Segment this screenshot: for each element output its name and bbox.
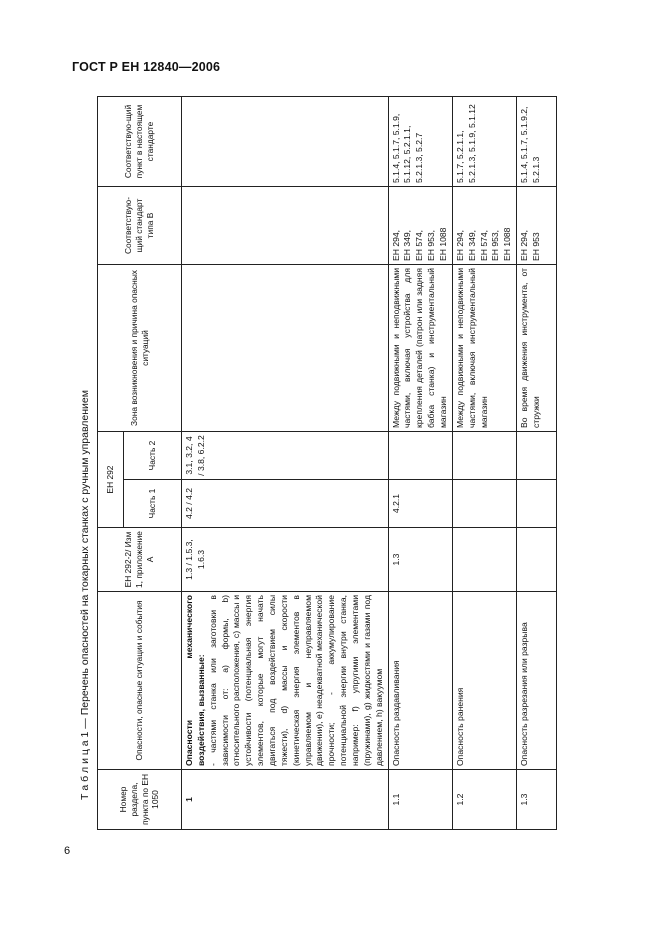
type-b-cell xyxy=(388,187,452,265)
type-b-item: ЕН 1088 xyxy=(502,227,513,261)
part1-cell: 4.2.1 xyxy=(388,480,452,528)
header-en292-annex: ЕН 292-2/ Изм 1, приложение А xyxy=(98,528,182,592)
zone-cell xyxy=(182,265,389,432)
page-number: 6 xyxy=(64,845,71,857)
clause-cell xyxy=(182,97,389,187)
hazard-table xyxy=(97,96,557,830)
row-number: 1.2 xyxy=(452,770,516,830)
header-number: Номер раздела, пункта по ЕН 1050 xyxy=(98,770,182,830)
page-header: ГОСТ Р ЕН 12840—2006 xyxy=(72,60,221,74)
clause-cell: 5.1.4, 5.1.7, 5.1.9.2, 5.2.1.3 xyxy=(517,97,557,187)
annex-cell: 1.3 xyxy=(388,528,452,592)
header-hazard: Опасности, опасные ситуации и события xyxy=(98,592,182,770)
row-number: 1.1 xyxy=(388,770,452,830)
hazard-table-sheet xyxy=(97,97,567,830)
hazard-cell xyxy=(182,592,389,770)
table-row xyxy=(452,97,516,830)
hazard-cell xyxy=(517,592,557,770)
part2-cell xyxy=(388,432,452,480)
type-b-cell xyxy=(182,187,389,265)
header-clause: Соответствую-щий пункт в настоящем стандарте xyxy=(98,97,182,187)
type-b-item: ЕН 1088 xyxy=(438,227,449,261)
hazard-cell xyxy=(388,592,452,770)
type-b-item: ЕН 574, xyxy=(478,229,489,261)
header-part2: Часть 2 xyxy=(124,432,182,480)
hazard-text: Опасность ранения xyxy=(454,687,465,766)
hazard-text: - частями станка или заготовки в зависимости от: a) формы, b) относительного расположения, c) массы и устойчивости (потенциальная энергия элементов, которые могут начать двигаться под воздействием силы тяжести), d) массы и скорости (кинетическая энергия элементов в управляемом и неуправляемом движении), e) неадекватной механической прочности; - аккумулирование потенциальной энергии внутри станка, например: f) упругими элементами (пружинами), g) жидкостями и газами под давлением, h) вакуумом xyxy=(207,595,384,766)
table-row xyxy=(517,97,557,830)
annex-cell: 1.3 / 1.5.3, 1.6.3 xyxy=(182,528,389,592)
hazard-cell xyxy=(452,592,516,770)
part2-cell xyxy=(452,432,516,480)
table-row xyxy=(182,97,389,830)
type-b-item: ЕН 294, xyxy=(519,229,530,261)
table-caption: Т а б л и ц а 1 — Перечень опасностей на токарных станках с ручным управлением xyxy=(79,390,91,800)
clause-cell: 5.1.4, 5.1.7, 5.1.9, 5.1.12, 5.2.1.1, 5.2.1.3, 5.2.7 xyxy=(388,97,452,187)
clause-cell: 5.1.7, 5.2.1.1, 5.2.1.3, 5.1.9, 5.1.12 xyxy=(452,97,516,187)
type-b-item: ЕН 953, xyxy=(490,229,501,261)
type-b-item: ЕН 294, xyxy=(390,229,401,261)
hazard-text: Опасность разрезания или разрыва xyxy=(519,622,530,766)
type-b-cell xyxy=(452,187,516,265)
type-b-cell xyxy=(517,187,557,265)
header-zone: Зона возникновения и причина опасных ситуаций xyxy=(98,265,182,432)
hazard-text: Опасность раздавливания xyxy=(390,660,401,766)
type-b-item: ЕН 349, xyxy=(466,229,477,261)
type-b-item: ЕН 294, xyxy=(454,229,465,261)
type-b-item: ЕН 953 xyxy=(531,232,542,261)
header-en292-group: ЕН 292 xyxy=(98,432,124,528)
zone-cell: Между подвижными и неподвижными частями, включая устройства для крепления деталей (патрон или задняя бабка станка) и инструментальный магазин xyxy=(388,265,452,432)
part1-cell: 4.2 / 4.2 xyxy=(182,480,389,528)
annex-cell xyxy=(517,528,557,592)
table-row xyxy=(388,97,452,830)
part2-cell xyxy=(517,432,557,480)
part1-cell xyxy=(517,480,557,528)
type-b-item: ЕН 574, xyxy=(414,229,425,261)
part2-cell: 3.1, 3.2, 4 / 3.8, 6.2.2 xyxy=(182,432,389,480)
row-number: 1.3 xyxy=(517,770,557,830)
header-type-b: Соответствую-щий стандарт типа В xyxy=(98,187,182,265)
row-number: 1 xyxy=(182,770,389,830)
zone-cell: Во время движения инструмента, от стружки xyxy=(517,265,557,432)
annex-cell xyxy=(452,528,516,592)
zone-cell: Между подвижными и неподвижными частями, включая инструментальный магазин xyxy=(452,265,516,432)
hazard-title: Опасности механического воздействия, вызванные: xyxy=(184,595,206,766)
type-b-item: ЕН 349, xyxy=(402,229,413,261)
header-part1: Часть 1 xyxy=(124,480,182,528)
type-b-item: ЕН 953, xyxy=(426,229,437,261)
part1-cell xyxy=(452,480,516,528)
